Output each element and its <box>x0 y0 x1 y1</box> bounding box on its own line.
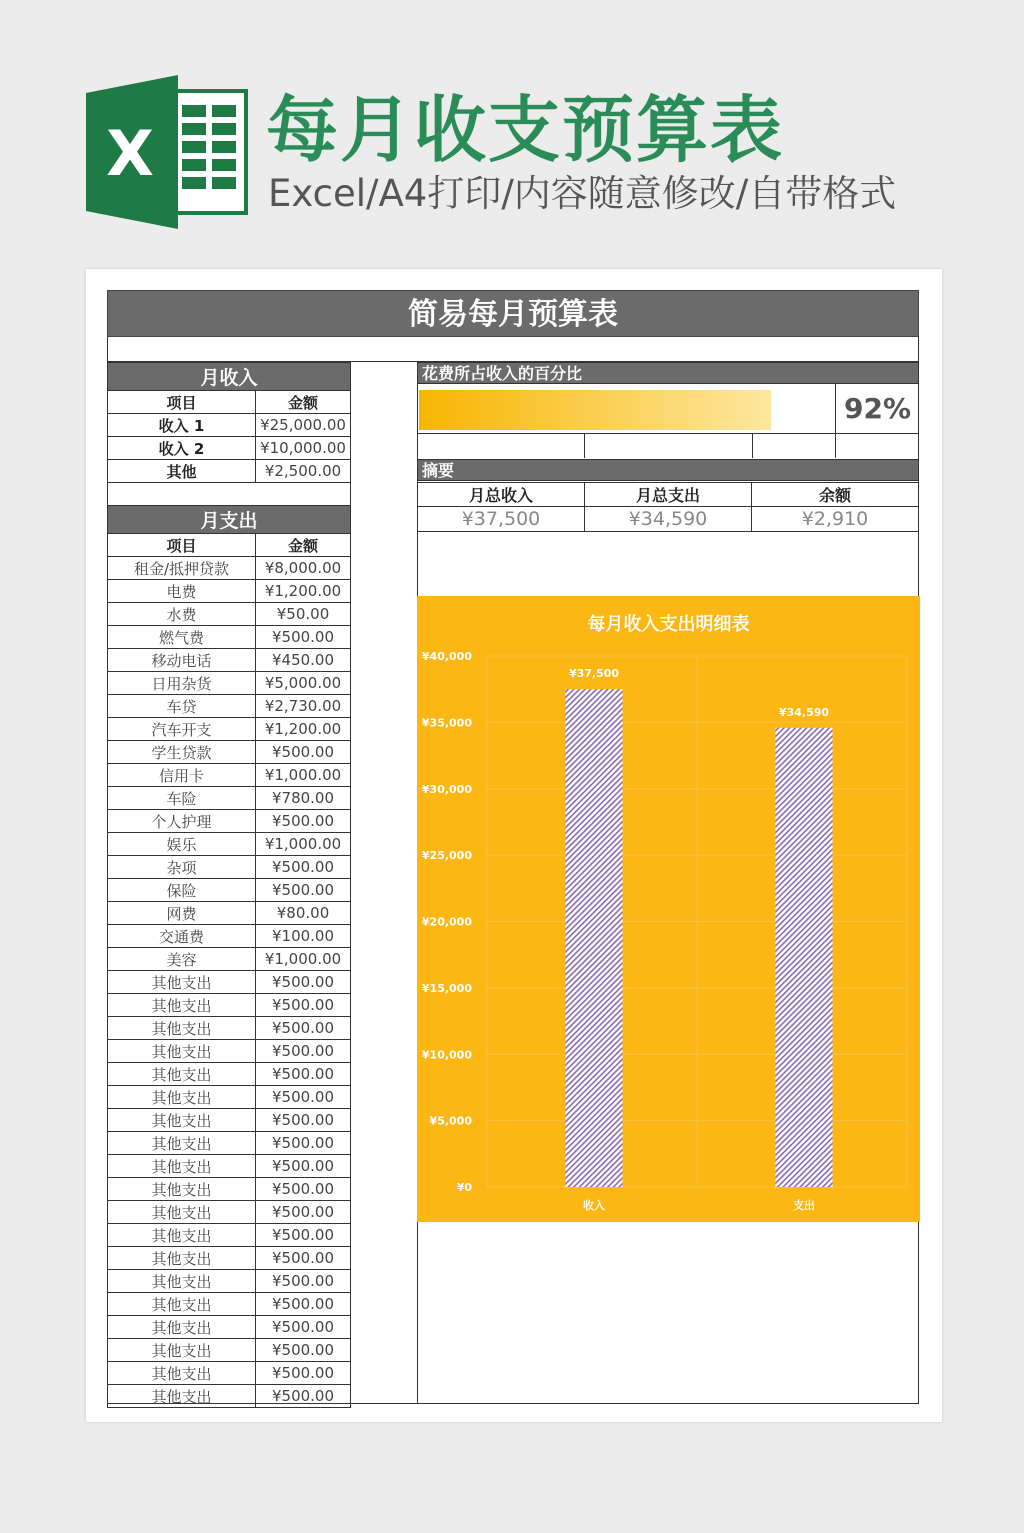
expense-item: 汽车开支 <box>108 718 256 741</box>
expense-amount: ¥500.00 <box>256 626 351 649</box>
table-row <box>108 1063 351 1086</box>
table-row <box>108 1270 351 1293</box>
table-row <box>108 971 351 994</box>
expense-item: 车险 <box>108 787 256 810</box>
table-row <box>108 902 351 925</box>
expense-amount: ¥500.00 <box>256 856 351 879</box>
income-amount: ¥25,000.00 <box>256 414 351 437</box>
expense-item: 车贷 <box>108 695 256 718</box>
summary-col-balance: 余额 <box>752 483 919 507</box>
summary-income-value: ¥37,500 <box>418 507 585 532</box>
table-row <box>108 414 351 437</box>
income-table <box>107 362 351 483</box>
expense-amount: ¥500.00 <box>256 1040 351 1063</box>
expense-amount: ¥100.00 <box>256 925 351 948</box>
spend-ratio-fill <box>419 390 771 430</box>
expense-item: 娱乐 <box>108 833 256 856</box>
table-row <box>108 672 351 695</box>
income-item: 收入 1 <box>108 414 256 437</box>
expense-amount: ¥500.00 <box>256 1132 351 1155</box>
y-tick-label: ¥35,000 <box>421 716 472 730</box>
expense-item: 其他支出 <box>108 1247 256 1270</box>
table-row <box>108 580 351 603</box>
expense-item: 其他支出 <box>108 1178 256 1201</box>
income-amount: ¥10,000.00 <box>256 437 351 460</box>
table-row <box>108 1362 351 1385</box>
table-row <box>108 925 351 948</box>
table-row <box>108 1316 351 1339</box>
table-row <box>108 1155 351 1178</box>
expense-amount: ¥500.00 <box>256 1086 351 1109</box>
table-row <box>108 994 351 1017</box>
table-row <box>108 787 351 810</box>
expense-amount: ¥500.00 <box>256 971 351 994</box>
expense-item: 其他支出 <box>108 1155 256 1178</box>
expense-amount: ¥500.00 <box>256 810 351 833</box>
table-row <box>108 764 351 787</box>
table-row <box>108 649 351 672</box>
expense-item: 学生贷款 <box>108 741 256 764</box>
expense-item: 其他支出 <box>108 1224 256 1247</box>
expense-amount: ¥500.00 <box>256 1270 351 1293</box>
expense-amount: ¥500.00 <box>256 1247 351 1270</box>
expense-amount: ¥500.00 <box>256 1201 351 1224</box>
summary-table <box>417 482 919 532</box>
expense-amount: ¥450.00 <box>256 649 351 672</box>
table-row <box>108 856 351 879</box>
expense-amount: ¥80.00 <box>256 902 351 925</box>
expense-amount: ¥500.00 <box>256 1224 351 1247</box>
expense-item: 其他支出 <box>108 1086 256 1109</box>
bar <box>566 689 623 1187</box>
expense-amount: ¥500.00 <box>256 1316 351 1339</box>
bar <box>776 728 833 1187</box>
expense-item: 其他支出 <box>108 1316 256 1339</box>
chart-title: 每月收入支出明细表 <box>587 614 750 635</box>
summary-header: 摘要 <box>417 459 919 481</box>
expense-item: 交通费 <box>108 925 256 948</box>
y-tick-label: ¥5,000 <box>429 1114 472 1128</box>
bar-data-label: ¥34,590 <box>778 705 830 719</box>
logo-letter: X <box>106 117 154 190</box>
expense-amount: ¥500.00 <box>256 1293 351 1316</box>
summary-col-income: 月总收入 <box>418 483 585 507</box>
y-tick-label: ¥20,000 <box>421 915 472 929</box>
table-row <box>108 1040 351 1063</box>
page-subtitle: Excel/A4打印/内容随意修改/自带格式 <box>268 172 897 215</box>
expense-item: 其他支出 <box>108 1063 256 1086</box>
summary-expense-value: ¥34,590 <box>585 507 752 532</box>
expense-amount: ¥1,000.00 <box>256 764 351 787</box>
expense-item: 个人护理 <box>108 810 256 833</box>
x-tick-label: 支出 <box>793 1199 815 1212</box>
income-section-header: 月收入 <box>108 363 351 391</box>
expense-item: 其他支出 <box>108 971 256 994</box>
table-row <box>108 948 351 971</box>
income-item: 收入 2 <box>108 437 256 460</box>
y-tick-label: ¥30,000 <box>421 782 472 796</box>
spend-ratio-header: 花费所占收入的百分比 <box>417 362 919 384</box>
table-row <box>108 1385 351 1408</box>
expense-amount: ¥500.00 <box>256 741 351 764</box>
expense-amount: ¥500.00 <box>256 1385 351 1408</box>
expense-item: 其他支出 <box>108 1385 256 1408</box>
excel-logo-icon <box>86 75 250 229</box>
cell-divider <box>835 433 836 458</box>
expense-item: 移动电话 <box>108 649 256 672</box>
table-row <box>108 1132 351 1155</box>
expense-item: 其他支出 <box>108 1201 256 1224</box>
expense-amount: ¥500.00 <box>256 1178 351 1201</box>
expense-item: 其他支出 <box>108 1132 256 1155</box>
expense-item: 日用杂货 <box>108 672 256 695</box>
y-tick-label: ¥0 <box>456 1181 472 1194</box>
table-row <box>108 1086 351 1109</box>
income-col-item: 项目 <box>108 391 256 414</box>
table-row <box>108 695 351 718</box>
table-row <box>108 1109 351 1132</box>
expense-item: 其他支出 <box>108 1362 256 1385</box>
sheet-title: 简易每月预算表 <box>107 290 919 337</box>
expense-amount: ¥50.00 <box>256 603 351 626</box>
table-row <box>108 741 351 764</box>
table-row <box>108 1178 351 1201</box>
expense-item: 其他支出 <box>108 1040 256 1063</box>
bar-data-label: ¥37,500 <box>568 667 620 681</box>
table-row <box>108 833 351 856</box>
expense-amount: ¥780.00 <box>256 787 351 810</box>
expense-amount: ¥500.00 <box>256 994 351 1017</box>
spend-ratio-percent: 92% <box>843 392 912 425</box>
expense-amount: ¥500.00 <box>256 1155 351 1178</box>
table-row <box>108 810 351 833</box>
expense-item: 燃气费 <box>108 626 256 649</box>
table-row <box>108 718 351 741</box>
expense-item: 美容 <box>108 948 256 971</box>
table-row <box>108 879 351 902</box>
table-row <box>108 1224 351 1247</box>
summary-balance-value: ¥2,910 <box>752 507 919 532</box>
expense-item: 其他支出 <box>108 1270 256 1293</box>
expense-table <box>107 505 351 1408</box>
expense-amount: ¥1,000.00 <box>256 948 351 971</box>
expense-item: 信用卡 <box>108 764 256 787</box>
expense-item: 其他支出 <box>108 1293 256 1316</box>
table-row <box>108 437 351 460</box>
summary-col-expense: 月总支出 <box>585 483 752 507</box>
expense-amount: ¥500.00 <box>256 1109 351 1132</box>
expense-item: 其他支出 <box>108 1109 256 1132</box>
expense-item: 网费 <box>108 902 256 925</box>
table-row <box>108 626 351 649</box>
table-row <box>108 1293 351 1316</box>
expense-amount: ¥500.00 <box>256 1017 351 1040</box>
expense-item: 其他支出 <box>108 1339 256 1362</box>
table-row <box>108 1201 351 1224</box>
expense-amount: ¥500.00 <box>256 1362 351 1385</box>
table-row <box>108 460 351 483</box>
expense-amount: ¥1,000.00 <box>256 833 351 856</box>
y-tick-label: ¥15,000 <box>421 981 472 995</box>
income-col-amount: 金额 <box>256 391 351 414</box>
cell-divider <box>752 433 753 458</box>
row-divider <box>417 433 919 434</box>
income-item: 其他 <box>108 460 256 483</box>
income-amount: ¥2,500.00 <box>256 460 351 483</box>
table-row <box>108 603 351 626</box>
expense-amount: ¥2,730.00 <box>256 695 351 718</box>
expense-item: 水费 <box>108 603 256 626</box>
expense-section-header: 月支出 <box>108 506 351 534</box>
spend-ratio-gauge <box>419 390 802 430</box>
expense-amount: ¥500.00 <box>256 879 351 902</box>
expense-item: 其他支出 <box>108 994 256 1017</box>
table-row <box>108 1017 351 1040</box>
y-tick-label: ¥10,000 <box>421 1048 472 1062</box>
cell-divider <box>584 433 585 458</box>
expense-col-amount: 金额 <box>256 534 351 557</box>
y-tick-label: ¥40,000 <box>421 650 472 663</box>
expense-col-item: 项目 <box>108 534 256 557</box>
page-title: 每月收支预算表 <box>266 88 785 172</box>
expense-amount: ¥1,200.00 <box>256 718 351 741</box>
x-tick-label: 收入 <box>583 1199 605 1212</box>
table-row <box>108 557 351 580</box>
expense-item: 保险 <box>108 879 256 902</box>
expense-item: 电费 <box>108 580 256 603</box>
table-row <box>108 1247 351 1270</box>
table-row <box>108 1339 351 1362</box>
y-tick-label: ¥25,000 <box>421 849 472 863</box>
expense-amount: ¥1,200.00 <box>256 580 351 603</box>
expense-item: 其他支出 <box>108 1017 256 1040</box>
expense-item: 杂项 <box>108 856 256 879</box>
chart-plot <box>417 596 920 1222</box>
expense-amount: ¥5,000.00 <box>256 672 351 695</box>
bar-chart <box>417 596 920 1222</box>
expense-amount: ¥500.00 <box>256 1063 351 1086</box>
expense-amount: ¥8,000.00 <box>256 557 351 580</box>
expense-item: 租金/抵押贷款 <box>108 557 256 580</box>
expense-amount: ¥500.00 <box>256 1339 351 1362</box>
